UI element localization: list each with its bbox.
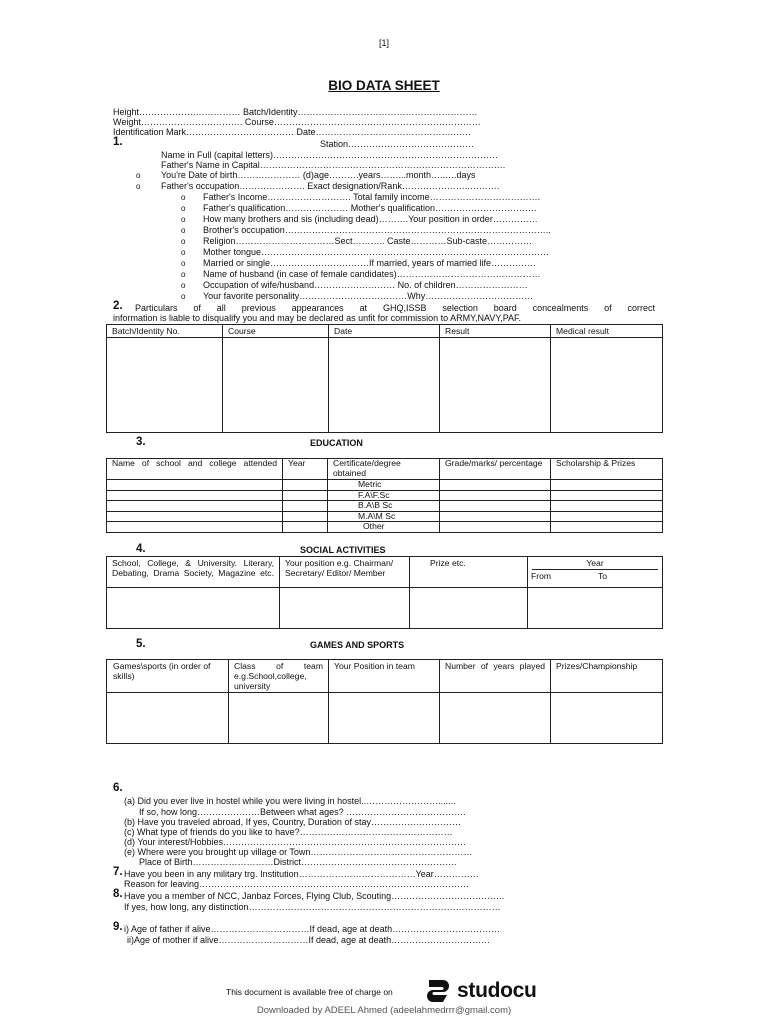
section-8-number: 8.: [113, 888, 123, 900]
table-cell[interactable]: [107, 480, 283, 491]
social-activities-heading: SOCIAL ACTIVITIES: [300, 545, 386, 555]
section-2-text-line1: Particulars of all previous appearances at GHQ,ISSB selection board concealments of correct: [135, 303, 655, 313]
bullet-icon: o: [181, 281, 186, 290]
section-3-number: 3.: [136, 436, 146, 448]
section-1-number: 1.: [113, 136, 123, 148]
page-number: [1]: [378, 38, 389, 48]
bullet-icon: o: [181, 193, 186, 202]
table-cell[interactable]: [283, 522, 328, 533]
page-title: BIO DATA SHEET: [328, 78, 440, 93]
siblings-line: How many brothers and sis (including dead)……….Your position in order……………: [203, 214, 538, 224]
table-cell[interactable]: [280, 588, 410, 629]
table-cell[interactable]: [283, 480, 328, 491]
table-header-row: [107, 459, 663, 480]
table-cell: M.A\M Sc: [328, 511, 440, 522]
games-sports-table: [106, 659, 663, 744]
table-cell[interactable]: [229, 693, 329, 744]
bullet-icon: o: [181, 226, 186, 235]
table-cell[interactable]: [107, 501, 283, 512]
table-row: [107, 588, 663, 629]
table-cell[interactable]: [440, 490, 551, 501]
table-header-cell: Year: [283, 459, 328, 480]
bullet-icon: o: [181, 292, 186, 301]
appearances-table: [106, 324, 663, 433]
table-header-cell: Prize etc.: [410, 557, 528, 588]
table-cell[interactable]: [283, 490, 328, 501]
table-cell: Metric: [328, 480, 440, 491]
section-5-number: 5.: [136, 638, 146, 650]
table-header-cell: School, College, & University. Literary, Debating, Drama Society, Magazine etc.: [107, 557, 280, 588]
table-header-cell: [528, 557, 663, 588]
table-cell: B.A\B Sc: [328, 501, 440, 512]
games-sports-heading: GAMES AND SPORTS: [310, 640, 405, 650]
table-cell[interactable]: [329, 338, 440, 433]
table-header-cell: Class of team e.g.School,college, university: [229, 660, 329, 693]
table-cell[interactable]: [283, 501, 328, 512]
section-2-text-line2: information is liable to disqualify you and may be declared as unfit for commission to ARMY,NAVY,PAF.: [113, 313, 522, 323]
table-header-cell: Date: [329, 325, 440, 338]
place-of-birth-line: Place of Birth………………………District…………………………………………….: [139, 857, 457, 867]
table-cell[interactable]: [283, 511, 328, 522]
table-cell[interactable]: [440, 522, 551, 533]
bullet-icon: o: [181, 259, 186, 268]
table-header-row: [107, 557, 663, 588]
table-cell[interactable]: [551, 490, 663, 501]
station-line: Station……………………………………: [320, 139, 475, 149]
favorite-personality-line: Your favorite personality………………………………Why………………………………: [203, 291, 534, 301]
table-cell[interactable]: [551, 522, 663, 533]
table-cell[interactable]: [107, 490, 283, 501]
table-cell[interactable]: [223, 338, 329, 433]
table-row: [107, 338, 663, 433]
hostel-duration-line: If so, how long…………………Between what ages? ………………………………….: [139, 807, 466, 817]
bullet-icon: o: [181, 248, 186, 257]
marital-status-line: Married or single……………………………If married, years of married life……………: [203, 258, 537, 268]
section-2-number: 2.: [113, 300, 123, 312]
table-cell[interactable]: [528, 588, 663, 629]
section-9-number: 9.: [113, 921, 123, 933]
section-6-number: 6.: [113, 782, 123, 794]
from-label: From: [531, 571, 552, 581]
height-batch-line: Height……………….…………… Batch/Identity……………………………………………………: [113, 107, 478, 117]
table-row: [107, 501, 663, 512]
table-row: [107, 511, 663, 522]
to-label: To: [598, 571, 608, 581]
table-header-cell: Grade/marks/ percentage: [440, 459, 551, 480]
education-table: [106, 458, 663, 533]
section-4-number: 4.: [136, 543, 146, 555]
table-header-row: [107, 660, 663, 693]
full-name-line: Name in Full (capital letters)…………………………………………………………………: [161, 150, 499, 160]
hobbies-line: (d) Your interest/Hobbies………………………………………………………………………: [124, 837, 467, 847]
table-cell[interactable]: [329, 693, 440, 744]
table-header-cell: Medical result: [551, 325, 663, 338]
father-age-line: i) Age of father if alive……………………………If dead, age at death………………………………: [124, 924, 501, 934]
table-cell[interactable]: [107, 693, 229, 744]
friends-line: (c) What type of friends do you like to have?……………………………………………: [124, 827, 453, 837]
bullet-icon: o: [181, 215, 186, 224]
bullet-icon: o: [181, 204, 186, 213]
bullet-icon: o: [136, 182, 141, 191]
spouse-occupation-line: Occupation of wife/husband……………………… No. of children……………………: [203, 280, 528, 290]
table-cell[interactable]: [440, 338, 551, 433]
table-cell[interactable]: [440, 693, 551, 744]
table-cell: F.A\F.Sc: [328, 490, 440, 501]
table-cell[interactable]: [440, 501, 551, 512]
table-cell[interactable]: [107, 511, 283, 522]
table-header-cell: Name of school and college attended: [107, 459, 283, 480]
table-cell[interactable]: [107, 522, 283, 533]
table-header-cell: Certificate/degree obtained: [328, 459, 440, 480]
religion-line: Religion……………………………Sect……….. Caste…………Sub-caste……………: [203, 236, 533, 246]
table-cell[interactable]: [107, 338, 223, 433]
table-header-cell: Batch/Identity No.: [107, 325, 223, 338]
table-header-cell: Your Position in team: [329, 660, 440, 693]
husband-name-line: Name of husband (in case of female candidates)…………………………………………: [203, 269, 541, 279]
education-heading: EDUCATION: [310, 438, 363, 448]
military-institution-line: Have you been in any military trg. Institution…………………………………Year……………: [124, 869, 479, 879]
bullet-icon: o: [181, 237, 186, 246]
table-cell[interactable]: [551, 501, 663, 512]
table-header-cell: Prizes/Championship: [551, 660, 663, 693]
table-header-row: [107, 325, 663, 338]
table-header-cell: Result: [440, 325, 551, 338]
father-income-line: Father's Income………………………. Total family income……………………………….: [203, 192, 541, 202]
table-row: [107, 693, 663, 744]
mother-tongue-line: Mother tongue……………………………………………………………………………………: [203, 247, 550, 257]
ncc-member-line: Have you a member of NCC, Janbaz Forces, Flying Club, Scouting………………………………..: [124, 891, 505, 901]
abroad-line: (b) Have you traveled abroad, If yes, Country, Duration of stay…………………………: [124, 817, 461, 827]
father-occupation-line: Father's occupation…………………. Exact designation/Rank…………………..……….: [161, 181, 500, 191]
table-header-cell: Your position e.g. Chairman/ Secretary/ Editor/ Member: [280, 557, 410, 588]
available-text: This document is available free of charge on: [226, 987, 393, 997]
table-header-cell: Scholarship & Prizes: [551, 459, 663, 480]
section-7-number: 7.: [113, 866, 123, 878]
table-cell[interactable]: [440, 511, 551, 522]
table-row: [107, 522, 663, 533]
year-label: Year: [586, 558, 604, 568]
table-header-cell: Number of years played: [440, 660, 551, 693]
table-header-cell: Course: [223, 325, 329, 338]
brought-up-line: (e) Where were you brought up village or Town………………………………………………: [124, 847, 473, 857]
table-cell[interactable]: [410, 588, 528, 629]
brother-occupation-line: Brother's occupation……………………………………………………………………………..: [203, 225, 551, 235]
hostel-line: (a) Did you ever live in hostel while you were living in hostel..…………………….......: [124, 796, 456, 806]
social-activities-table: [106, 556, 663, 629]
studocu-brand: studocu: [457, 979, 537, 1002]
table-cell[interactable]: [107, 588, 280, 629]
mother-age-line: ii)Age of mother if alive…………………………If dead, age at death……………………………: [127, 935, 491, 945]
date-of-birth-line: You're Date of birth………………… (d)age……….years……...month…..….days: [161, 170, 476, 180]
table-row: [107, 480, 663, 491]
qualification-line: Father's qualification………………… Mother's qualification…………………………….: [203, 203, 537, 213]
table-cell: Other: [328, 522, 440, 533]
weight-course-line: Weight……………………………. Course……………………………………………………………: [113, 117, 481, 127]
bullet-icon: o: [136, 171, 141, 180]
identification-date-line: Identification Mark……………………………… Date……………………………………….……: [113, 127, 472, 137]
bullet-icon: o: [181, 270, 186, 279]
downloaded-by-text: Downloaded by ADEEL Ahmed (adeelahmedrrr@gmail.com): [256, 1005, 512, 1016]
table-cell[interactable]: [551, 511, 663, 522]
father-name-line: Father's Name in Capital……………………………………………………………………….: [161, 160, 506, 170]
reason-leaving-line: Reason for leaving………………………………………………………………………………: [124, 879, 470, 889]
table-cell[interactable]: [551, 480, 663, 491]
table-cell[interactable]: [551, 693, 663, 744]
table-cell[interactable]: [440, 480, 551, 491]
distinction-line: If yes, how long, any distinction…………………………………………………………………………: [124, 902, 501, 912]
table-header-cell: Games\sports (in order of skills): [107, 660, 229, 693]
table-row: [107, 490, 663, 501]
table-cell[interactable]: [551, 338, 663, 433]
